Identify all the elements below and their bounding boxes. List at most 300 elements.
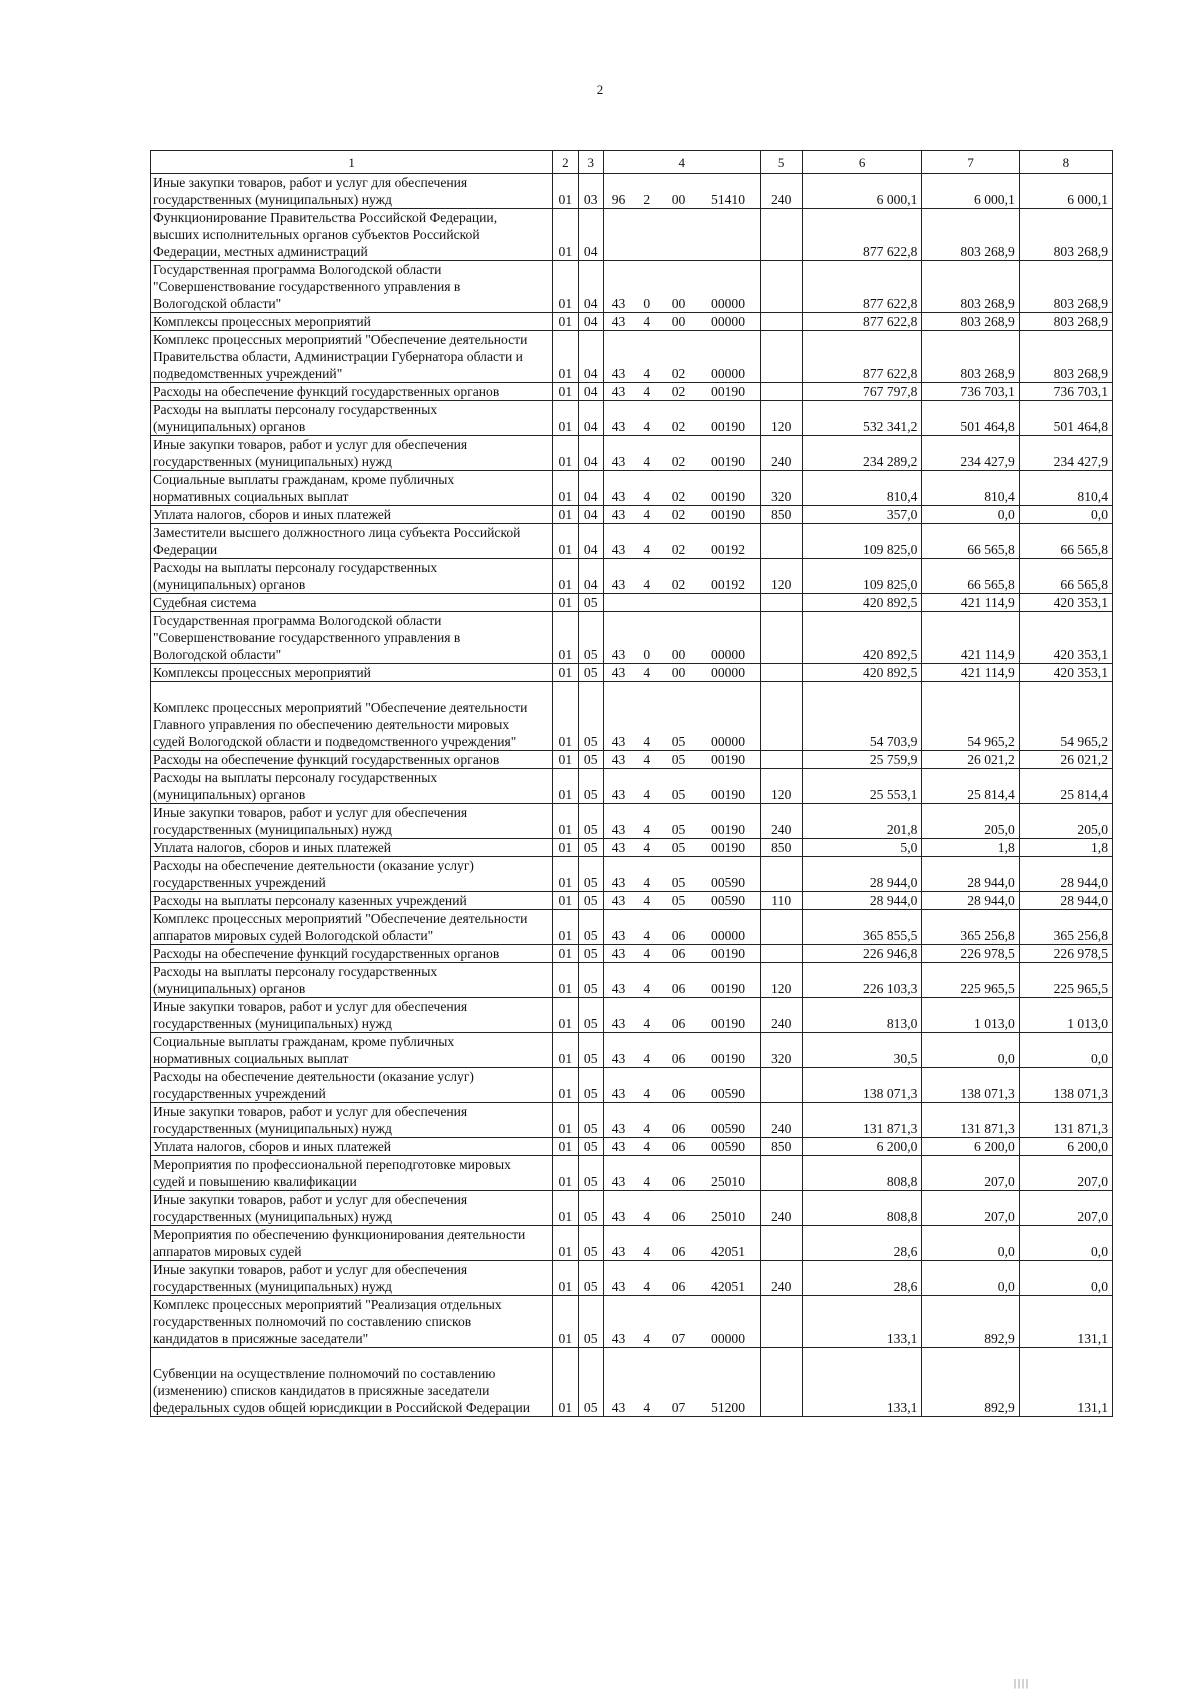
row-direction-code: 00190 [697,471,760,506]
row-subsection-code: 05 [578,998,603,1033]
row-amount-col6: 808,8 [802,1156,922,1191]
row-direction-code: 25010 [697,1191,760,1226]
row-subsection-code: 05 [578,1103,603,1138]
row-program-code: 43 [603,910,633,945]
row-direction-code: 00190 [697,436,760,471]
row-direction-code: 00000 [697,1296,760,1348]
row-direction-code: 00190 [697,769,760,804]
row-expense-type [760,682,802,751]
row-program-code: 43 [603,383,633,401]
row-direction-code: 42051 [697,1226,760,1261]
row-complex-code: 00 [661,313,697,331]
row-expense-type: 120 [760,401,802,436]
table-row [151,559,1113,594]
row-program-code: 43 [603,1138,633,1156]
row-subprogram-code: 4 [633,1348,661,1417]
row-amount-col8: 0,0 [1019,1261,1112,1296]
row-program-code: 43 [603,524,633,559]
row-expense-type: 850 [760,839,802,857]
row-amount-col6: 28,6 [802,1261,922,1296]
table-row [151,664,1113,682]
row-expense-type [760,261,802,313]
row-amount-col6: 234 289,2 [802,436,922,471]
row-name: Судебная система [151,594,553,612]
table-row [151,612,1113,664]
row-amount-col6: 357,0 [802,506,922,524]
table-row [151,506,1113,524]
table-header-row [151,151,1113,174]
row-complex-code: 02 [661,436,697,471]
row-program-code: 43 [603,751,633,769]
row-expense-type [760,612,802,664]
row-name: Комплексы процессных мероприятий [151,313,553,331]
row-name: Комплексы процессных мероприятий [151,664,553,682]
row-amount-col7: 205,0 [922,804,1019,839]
header-col-2: 2 [553,151,578,174]
row-amount-col8: 28 944,0 [1019,857,1112,892]
row-section-code: 01 [553,524,578,559]
row-amount-col7: 6 000,1 [922,174,1019,209]
row-amount-col6: 30,5 [802,1033,922,1068]
row-program-code: 43 [603,945,633,963]
row-subsection-code: 04 [578,261,603,313]
row-complex-code: 02 [661,401,697,436]
row-section-code: 01 [553,963,578,998]
row-subsection-code: 05 [578,1261,603,1296]
row-expense-type [760,331,802,383]
header-col-4: 4 [603,151,760,174]
row-program-code: 43 [603,331,633,383]
row-subprogram-code: 4 [633,1261,661,1296]
table-row [151,261,1113,313]
table-row [151,1068,1113,1103]
row-section-code: 01 [553,1191,578,1226]
row-subprogram-code: 4 [633,401,661,436]
row-complex-code: 06 [661,963,697,998]
row-expense-type: 850 [760,506,802,524]
row-name: Государственная программа Вологодской области "Совершенствование государственного управления в Вологодской области" [151,612,553,664]
row-name: Иные закупки товаров, работ и услуг для обеспечения государственных (муниципальных) нужд [151,1191,553,1226]
row-program-code: 43 [603,612,633,664]
row-direction-code: 00190 [697,751,760,769]
row-amount-col8: 6 200,0 [1019,1138,1112,1156]
row-direction-code: 00190 [697,383,760,401]
row-subprogram-code: 4 [633,559,661,594]
row-name: Уплата налогов, сборов и иных платежей [151,839,553,857]
row-program-code: 43 [603,804,633,839]
header-col-7: 7 [922,151,1019,174]
row-subsection-code: 05 [578,1068,603,1103]
row-subprogram-code: 0 [633,261,661,313]
row-amount-col6: 532 341,2 [802,401,922,436]
row-amount-col8: 26 021,2 [1019,751,1112,769]
row-subsection-code: 05 [578,1191,603,1226]
table-row [151,769,1113,804]
row-complex-code: 07 [661,1348,697,1417]
row-amount-col8: 66 565,8 [1019,559,1112,594]
row-complex-code: 00 [661,174,697,209]
row-name: Социальные выплаты гражданам, кроме публичных нормативных социальных выплат [151,1033,553,1068]
row-program-code: 43 [603,1033,633,1068]
row-subprogram-code: 4 [633,1103,661,1138]
row-subprogram-code: 4 [633,804,661,839]
row-section-code: 01 [553,769,578,804]
row-direction-code: 00192 [697,559,760,594]
row-program-code: 43 [603,839,633,857]
row-complex-code: 05 [661,769,697,804]
row-expense-type [760,945,802,963]
row-amount-col7: 28 944,0 [922,892,1019,910]
row-subprogram-code: 4 [633,524,661,559]
row-section-code: 01 [553,313,578,331]
table-row [151,1033,1113,1068]
row-amount-col8: 420 353,1 [1019,594,1112,612]
table-row [151,524,1113,559]
row-amount-col7: 1 013,0 [922,998,1019,1033]
row-name: Иные закупки товаров, работ и услуг для обеспечения государственных (муниципальных) нужд [151,174,553,209]
row-subsection-code: 04 [578,209,603,261]
row-section-code: 01 [553,682,578,751]
row-expense-type [760,664,802,682]
row-name: Расходы на выплаты персоналу государственных (муниципальных) органов [151,559,553,594]
row-amount-col7: 1,8 [922,839,1019,857]
table-row [151,1191,1113,1226]
row-subsection-code: 05 [578,1138,603,1156]
table-row [151,209,1113,261]
row-program-code: 43 [603,1348,633,1417]
row-amount-col8: 226 978,5 [1019,945,1112,963]
row-amount-col6: 131 871,3 [802,1103,922,1138]
row-section-code: 01 [553,594,578,612]
row-section-code: 01 [553,471,578,506]
row-section-code: 01 [553,1348,578,1417]
row-name: Уплата налогов, сборов и иных платежей [151,1138,553,1156]
row-direction-code [697,594,760,612]
row-complex-code [661,594,697,612]
header-col-1: 1 [151,151,553,174]
row-direction-code: 00190 [697,998,760,1033]
row-subprogram-code: 4 [633,1068,661,1103]
row-amount-col6: 133,1 [802,1348,922,1417]
row-program-code: 43 [603,313,633,331]
row-section-code: 01 [553,1138,578,1156]
budget-table [150,150,1113,1417]
row-subsection-code: 04 [578,506,603,524]
row-amount-col8: 28 944,0 [1019,892,1112,910]
row-amount-col7: 892,9 [922,1348,1019,1417]
row-section-code: 01 [553,401,578,436]
row-direction-code: 00190 [697,804,760,839]
row-subsection-code: 04 [578,401,603,436]
row-amount-col7: 803 268,9 [922,261,1019,313]
row-complex-code: 06 [661,1103,697,1138]
row-program-code: 43 [603,998,633,1033]
row-direction-code: 00190 [697,1033,760,1068]
row-amount-col6: 420 892,5 [802,612,922,664]
row-subsection-code: 04 [578,383,603,401]
row-expense-type: 850 [760,1138,802,1156]
row-amount-col8: 1,8 [1019,839,1112,857]
row-amount-col7: 138 071,3 [922,1068,1019,1103]
row-subprogram-code: 4 [633,313,661,331]
row-expense-type: 120 [760,559,802,594]
row-name: Мероприятия по профессиональной переподготовке мировых судей и повышению квалификации [151,1156,553,1191]
row-section-code: 01 [553,751,578,769]
row-amount-col8: 131,1 [1019,1296,1112,1348]
row-amount-col6: 6 000,1 [802,174,922,209]
row-expense-type [760,1348,802,1417]
row-program-code: 43 [603,769,633,804]
row-program-code: 43 [603,436,633,471]
row-expense-type [760,1226,802,1261]
row-direction-code: 00000 [697,682,760,751]
row-subsection-code: 05 [578,839,603,857]
row-amount-col7: 0,0 [922,1226,1019,1261]
row-expense-type [760,910,802,945]
row-program-code: 43 [603,559,633,594]
row-program-code: 43 [603,963,633,998]
row-subsection-code: 05 [578,857,603,892]
row-amount-col8: 803 268,9 [1019,313,1112,331]
row-program-code: 43 [603,261,633,313]
table-row [151,682,1113,751]
row-expense-type [760,209,802,261]
row-amount-col7: 234 427,9 [922,436,1019,471]
footer-marks: |||| [1013,1678,1030,1689]
row-name: Расходы на выплаты персоналу казенных учреждений [151,892,553,910]
row-subprogram-code: 4 [633,1138,661,1156]
row-subprogram-code: 4 [633,383,661,401]
row-amount-col8: 803 268,9 [1019,261,1112,313]
row-amount-col6: 877 622,8 [802,331,922,383]
row-subsection-code: 05 [578,945,603,963]
row-amount-col6: 877 622,8 [802,209,922,261]
row-amount-col7: 0,0 [922,1033,1019,1068]
row-expense-type: 240 [760,174,802,209]
row-section-code: 01 [553,331,578,383]
row-complex-code: 06 [661,1261,697,1296]
row-expense-type [760,751,802,769]
row-subsection-code: 05 [578,892,603,910]
row-direction-code: 00590 [697,1103,760,1138]
table-row [151,804,1113,839]
row-direction-code: 00000 [697,612,760,664]
row-amount-col6: 28 944,0 [802,892,922,910]
row-amount-col8: 803 268,9 [1019,331,1112,383]
row-amount-col8: 810,4 [1019,471,1112,506]
table-row [151,1103,1113,1138]
row-amount-col7: 6 200,0 [922,1138,1019,1156]
row-subprogram-code: 4 [633,1033,661,1068]
row-direction-code: 00000 [697,664,760,682]
row-amount-col7: 225 965,5 [922,963,1019,998]
row-amount-col6: 420 892,5 [802,664,922,682]
header-col-8: 8 [1019,151,1112,174]
row-amount-col8: 803 268,9 [1019,209,1112,261]
row-amount-col7: 810,4 [922,471,1019,506]
row-subsection-code: 04 [578,313,603,331]
row-expense-type [760,1156,802,1191]
row-name: Функционирование Правительства Российской Федерации, высших исполнительных органов субъектов Российской Федерации, местных администраций [151,209,553,261]
row-subprogram-code: 4 [633,945,661,963]
row-amount-col7: 28 944,0 [922,857,1019,892]
row-direction-code: 00192 [697,524,760,559]
row-subsection-code: 05 [578,910,603,945]
row-amount-col6: 109 825,0 [802,524,922,559]
row-amount-col6: 226 103,3 [802,963,922,998]
row-amount-col8: 365 256,8 [1019,910,1112,945]
row-amount-col7: 803 268,9 [922,313,1019,331]
row-subprogram-code: 4 [633,506,661,524]
row-direction-code: 00590 [697,892,760,910]
row-subsection-code: 05 [578,1033,603,1068]
row-amount-col6: 201,8 [802,804,922,839]
row-name: Иные закупки товаров, работ и услуг для обеспечения государственных (муниципальных) нужд [151,436,553,471]
row-expense-type [760,1296,802,1348]
row-amount-col7: 26 021,2 [922,751,1019,769]
row-complex-code: 02 [661,471,697,506]
row-subprogram-code: 4 [633,998,661,1033]
row-program-code: 43 [603,1261,633,1296]
row-name: Заместители высшего должностного лица субъекта Российской Федерации [151,524,553,559]
row-section-code: 01 [553,1226,578,1261]
row-expense-type: 240 [760,1261,802,1296]
row-name: Расходы на выплаты персоналу государственных (муниципальных) органов [151,401,553,436]
row-subprogram-code: 4 [633,331,661,383]
row-section-code: 01 [553,1103,578,1138]
row-program-code [603,209,633,261]
row-amount-col8: 205,0 [1019,804,1112,839]
row-subprogram-code: 0 [633,612,661,664]
row-section-code: 01 [553,1156,578,1191]
row-amount-col6: 226 946,8 [802,945,922,963]
row-subsection-code: 05 [578,594,603,612]
row-subprogram-code: 4 [633,910,661,945]
row-amount-col7: 207,0 [922,1191,1019,1226]
row-amount-col6: 138 071,3 [802,1068,922,1103]
row-subsection-code: 05 [578,804,603,839]
table-row [151,383,1113,401]
row-amount-col6: 28,6 [802,1226,922,1261]
row-name: Комплекс процессных мероприятий "Обеспечение деятельности аппаратов мировых судей Вологодской области" [151,910,553,945]
row-subprogram-code: 4 [633,892,661,910]
row-complex-code: 05 [661,804,697,839]
row-subprogram-code: 4 [633,682,661,751]
table-row [151,839,1113,857]
row-amount-col6: 109 825,0 [802,559,922,594]
row-section-code: 01 [553,664,578,682]
row-expense-type [760,1068,802,1103]
row-program-code: 43 [603,1156,633,1191]
row-amount-col8: 0,0 [1019,1033,1112,1068]
row-name: Комплекс процессных мероприятий "Обеспечение деятельности Главного управления по обеспечению деятельности мировых судей Вологодской области и подведомственного учреждения" [151,682,553,751]
row-section-code: 01 [553,1261,578,1296]
row-direction-code: 00190 [697,839,760,857]
row-amount-col8: 207,0 [1019,1156,1112,1191]
row-complex-code: 05 [661,682,697,751]
row-direction-code: 00590 [697,1138,760,1156]
row-program-code: 43 [603,1103,633,1138]
row-amount-col8: 207,0 [1019,1191,1112,1226]
row-section-code: 01 [553,612,578,664]
row-amount-col7: 736 703,1 [922,383,1019,401]
row-amount-col8: 420 353,1 [1019,612,1112,664]
row-program-code: 43 [603,1068,633,1103]
row-direction-code: 00000 [697,910,760,945]
row-complex-code: 02 [661,383,697,401]
table-row [151,1138,1113,1156]
row-complex-code [661,209,697,261]
row-amount-col8: 131,1 [1019,1348,1112,1417]
row-subprogram-code: 4 [633,857,661,892]
row-complex-code: 06 [661,1226,697,1261]
row-name: Расходы на обеспечение деятельности (оказание услуг) государственных учреждений [151,857,553,892]
row-complex-code: 06 [661,998,697,1033]
row-section-code: 01 [553,804,578,839]
row-amount-col7: 226 978,5 [922,945,1019,963]
row-amount-col6: 813,0 [802,998,922,1033]
row-amount-col7: 0,0 [922,1261,1019,1296]
row-direction-code: 00000 [697,331,760,383]
row-direction-code: 00590 [697,1068,760,1103]
table-body [151,174,1113,1417]
row-subsection-code: 03 [578,174,603,209]
row-amount-col8: 0,0 [1019,1226,1112,1261]
table-row [151,857,1113,892]
row-direction-code: 51200 [697,1348,760,1417]
row-subprogram-code: 4 [633,1296,661,1348]
row-complex-code: 06 [661,1191,697,1226]
row-subsection-code: 05 [578,1348,603,1417]
row-expense-type: 240 [760,998,802,1033]
row-name: Комплекс процессных мероприятий "Обеспечение деятельности Правительства области, Администрации Губернатора области и подведомственных учреждений" [151,331,553,383]
row-amount-col8: 1 013,0 [1019,998,1112,1033]
row-direction-code: 00190 [697,506,760,524]
row-amount-col8: 54 965,2 [1019,682,1112,751]
row-direction-code: 42051 [697,1261,760,1296]
row-expense-type: 240 [760,1103,802,1138]
table-row [151,963,1113,998]
row-complex-code: 06 [661,1033,697,1068]
row-amount-col8: 501 464,8 [1019,401,1112,436]
table-row [151,401,1113,436]
row-section-code: 01 [553,892,578,910]
row-subprogram-code: 2 [633,174,661,209]
row-direction-code: 00590 [697,857,760,892]
row-complex-code: 06 [661,1138,697,1156]
row-complex-code: 05 [661,751,697,769]
header-col-3: 3 [578,151,603,174]
row-amount-col7: 803 268,9 [922,331,1019,383]
row-expense-type [760,594,802,612]
row-section-code: 01 [553,857,578,892]
row-subprogram-code: 4 [633,839,661,857]
row-amount-col6: 420 892,5 [802,594,922,612]
row-expense-type [760,383,802,401]
row-amount-col7: 66 565,8 [922,559,1019,594]
row-section-code: 01 [553,209,578,261]
table-row [151,998,1113,1033]
row-section-code: 01 [553,998,578,1033]
table-row [151,892,1113,910]
row-amount-col6: 28 944,0 [802,857,922,892]
row-program-code: 43 [603,1296,633,1348]
row-direction-code: 00190 [697,945,760,963]
row-amount-col7: 501 464,8 [922,401,1019,436]
row-expense-type: 240 [760,436,802,471]
row-direction-code [697,209,760,261]
row-amount-col6: 877 622,8 [802,261,922,313]
